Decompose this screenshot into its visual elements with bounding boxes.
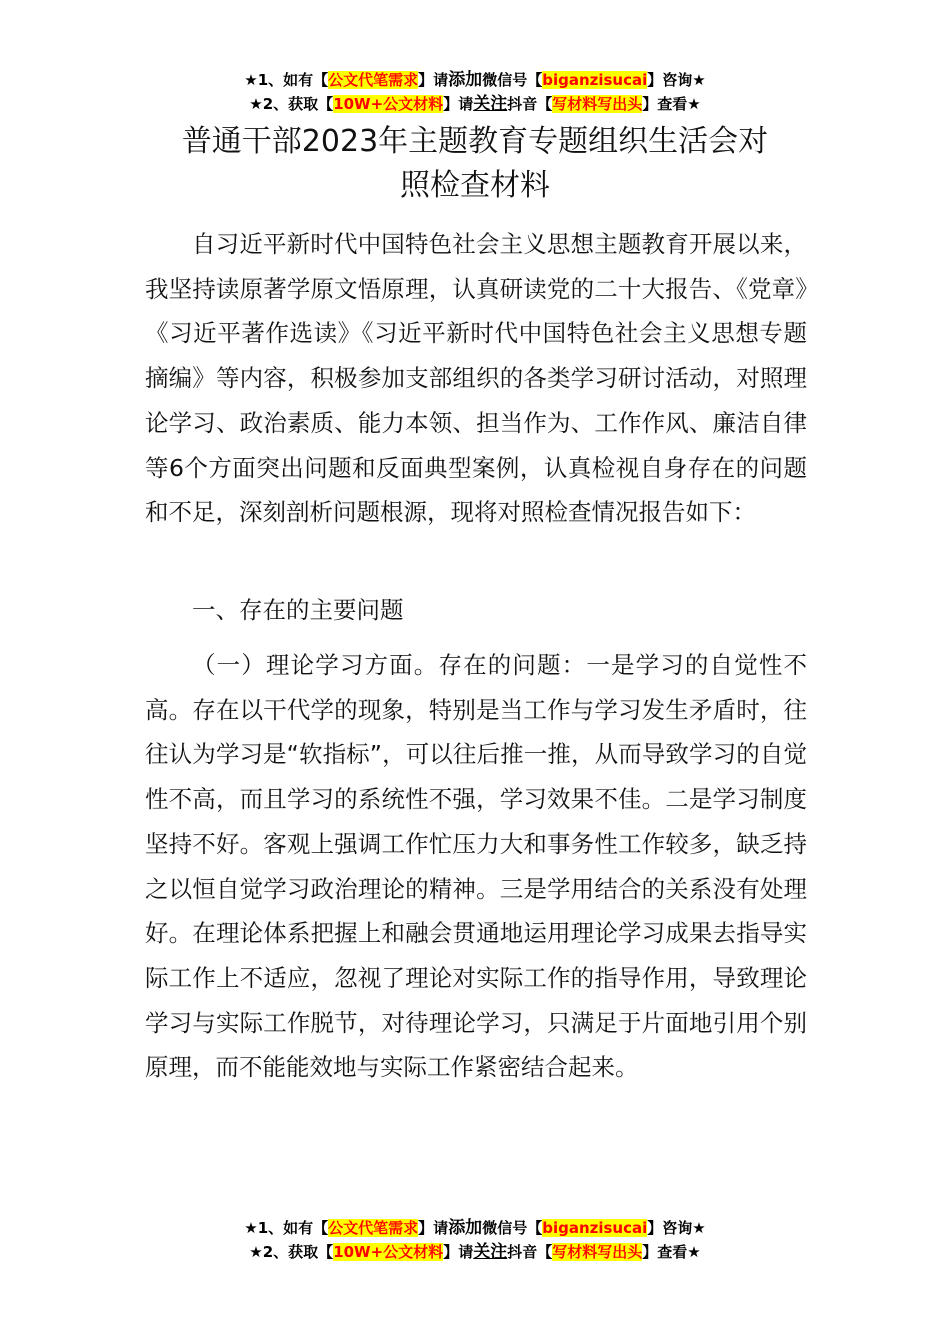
- promo-highlight: biganzisucai: [542, 1219, 648, 1237]
- promo-text: 】请: [443, 1243, 474, 1261]
- promo-text: ★2、获取【: [249, 1243, 334, 1261]
- promo-text: 抖音【: [507, 95, 553, 113]
- intro-paragraph: 自习近平新时代中国特色社会主义思想主题教育开展以来，我坚持读原著学原文悟原理，认真研读党的二十大报告、《党章》《习近平著作选读》《习近平新时代中国特色社会主义思想专题摘编》等内容，积极参加支部组织的各类学习研讨活动，对照理论学习、政治素质、能力本领、担当作为、工作作风、廉洁自律等6个方面突出问题和反面典型案例，认真检视自身存在的问题和不足，深刻剖析问题根源，现将对照检查情况报告如下：: [145, 230, 807, 527]
- promo-text: 】请: [418, 1219, 449, 1237]
- promo-highlight: 10W+公文材料: [333, 1243, 444, 1261]
- promo-highlight: 10W+公文材料: [333, 95, 444, 113]
- promo-text: 微信号【: [482, 71, 543, 89]
- promo-emphasis: 添加: [448, 1218, 483, 1238]
- document-title: [100, 120, 850, 208]
- promo-text: ★1、如有【: [244, 71, 329, 89]
- promo-text: 】查看★: [642, 95, 701, 113]
- title-line-1: 普通干部2023年主题教育专题组织生活会对: [181, 124, 769, 159]
- promo-line-1: [0, 1216, 950, 1240]
- promo-text: 】咨询★: [647, 71, 706, 89]
- promo-highlight: 公文代笔需求: [328, 71, 419, 89]
- header-promo-banner: [0, 68, 950, 116]
- promo-text: ★2、获取【: [249, 95, 334, 113]
- promo-text: ★1、如有【: [244, 1219, 329, 1237]
- section-heading: 一、存在的主要问题: [192, 596, 404, 624]
- promo-text: 抖音【: [507, 1243, 553, 1261]
- promo-text: 】咨询★: [647, 1219, 706, 1237]
- promo-text: 】查看★: [642, 1243, 701, 1261]
- promo-emphasis: 关注: [473, 1242, 508, 1262]
- promo-text: 微信号【: [482, 1219, 543, 1237]
- promo-text: 】请: [443, 95, 474, 113]
- promo-highlight: 公文代笔需求: [328, 1219, 419, 1237]
- promo-highlight: 写材料写出头: [552, 95, 643, 113]
- promo-highlight: biganzisucai: [542, 71, 648, 89]
- promo-line-2: [0, 92, 950, 116]
- promo-emphasis: 关注: [473, 94, 508, 114]
- theory-study-paragraph: （一）理论学习方面。存在的问题：一是学习的自觉性不高。存在以干代学的现象，特别是当工作与学习发生矛盾时，往往认为学习是“软指标”，可以往后推一推，从而导致学习的自觉性不高，而且学习的系统性不强，学习效果不佳。二是学习制度坚持不好。客观上强调工作忙压力大和事务性工作较多，缺乏持之以恒自觉学习政治理论的精神。三是学用结合的关系没有处理好。在理论体系把握上和融会贯通地运用理论学习成果去指导实际工作上不适应，忽视了理论对实际工作的指导作用，导致理论学习与实际工作脱节，对待理论学习，只满足于片面地引用个别原理，而不能能效地与实际工作紧密结合起来。: [145, 651, 807, 1082]
- promo-highlight: 写材料写出头: [552, 1243, 643, 1261]
- promo-emphasis: 添加: [448, 70, 483, 90]
- promo-line-2: [0, 1240, 950, 1264]
- footer-promo-banner: [0, 1216, 950, 1264]
- title-line-2: 照检查材料: [400, 168, 550, 203]
- promo-line-1: [0, 68, 950, 92]
- promo-text: 】请: [418, 71, 449, 89]
